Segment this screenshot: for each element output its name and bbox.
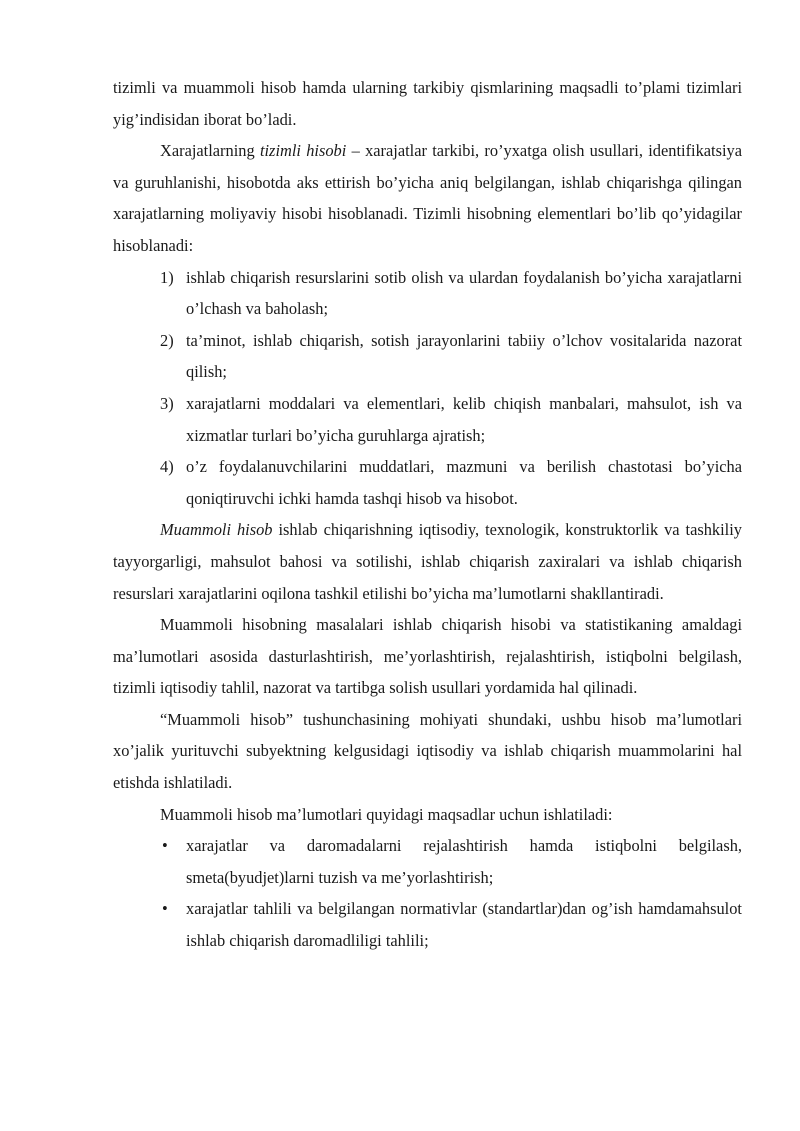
list-marker: 2) (160, 330, 174, 350)
bullet-list (113, 830, 742, 956)
paragraph-text: – xarajatlar tarkibi, ro’yxatga olish usullari, identifikatsiya va guruhlanishi, hisobotda aks ettirish bo’yicha aniq belgilangan, ishlab chiqarishga qilingan xarajatlarning moliyaviy hisobi hisoblanadi. Tizimli hisobning elementlari bo’lib qo’yidagilar hisoblanadi: (113, 141, 743, 255)
list-marker: 3) (160, 393, 174, 413)
list-marker: 4) (160, 457, 174, 477)
paragraph-muammoli-hisob (113, 514, 742, 609)
list-item (113, 893, 742, 956)
document-body (113, 72, 742, 957)
list-item-text: xarajatlar va daromadalarni rejalashtirish hamda istiqbolni belgilash, smeta(byudjet)larni tuzish va me’yorlashtirish; (186, 836, 742, 887)
list-item-text: ta’minot, ishlab chiqarish, sotish jarayonlarini tabiiy o’lchov vositalarida nazorat qilish; (186, 330, 742, 382)
list-item (113, 388, 742, 451)
list-marker: 1) (160, 267, 174, 287)
italic-term: Muammoli hisob (160, 520, 273, 540)
list-item-text: xarajatlarni moddalari va elementlari, kelib chiqish manbalari, mahsulot, ish va xizmatlar turlari bo’yicha guruhlarga ajratish; (186, 393, 742, 445)
bullet-marker: • (162, 836, 168, 856)
paragraph-continuation: tizimli va muammoli hisob hamda ularning tarkibiy qismlarining maqsadli to’plami tizimlari yig’indisidan iborat bo’ladi. (113, 78, 742, 129)
paragraph-text: Xarajatlarning (160, 141, 260, 161)
list-item (113, 451, 742, 514)
list-item (113, 262, 742, 325)
paragraph-maqsadlar: Muammoli hisob ma’lumotlari quyidagi maqsadlar uchun ishlatiladi: (160, 804, 613, 824)
list-item-text: o’z foydalanuvchilarini muddatlari, mazmuni va berilish chastotasi bo’yicha qoniqtiruvchi ichki hamda tashqi hisob va hisobot. (186, 457, 742, 508)
italic-term: tizimli hisobi (259, 141, 347, 161)
numbered-list (113, 262, 742, 515)
list-item (113, 830, 742, 893)
list-item-text: ishlab chiqarish resurslarini sotib olish va ulardan foydalanish bo’yicha xarajatlarni o’lchash va baholash; (186, 267, 742, 319)
paragraph-tizimli-hisob (113, 135, 742, 261)
paragraph-masalalar: Muammoli hisobning masalalari ishlab chiqarish hisobi va statistikaning amaldagi ma’lumotlari asosida dasturlashtirish, me’yorlashtirish, rejalashtirish, istiqbolni belgilash, tizimli iqtisodiy tahlil, nazorat va tartibga solish usullari yordamida hal qilinadi. (113, 615, 742, 698)
paragraph-text: ishlab chiqarishning iqtisodiy, texnologik, konstruktorlik va tashkiliy tayyorgarligi, mahsulot bahosi va sotilishi, ishlab chiqarish zaxiralari va ishlab chiqarish resurslari xarajatlarini oqilona tashkil etilishi bo’yicha ma’lumotlarni shakllantiradi. (113, 520, 742, 603)
bullet-marker: • (162, 899, 168, 919)
list-item-text: xarajatlar tahlili va belgilangan normativlar (standartlar)dan og’ish hamdamahsulot ishlab chiqarish daromadliligi tahlili; (186, 899, 742, 951)
list-item (113, 325, 742, 388)
paragraph-tushuncha: “Muammoli hisob” tushunchasining mohiyati shundaki, ushbu hisob ma’lumotlari xo’jalik yurituvchi subyektning kelgusidagi iqtisodiy va ishlab chiqarish muammolarini hal etishda ishlatiladi. (113, 709, 742, 793)
